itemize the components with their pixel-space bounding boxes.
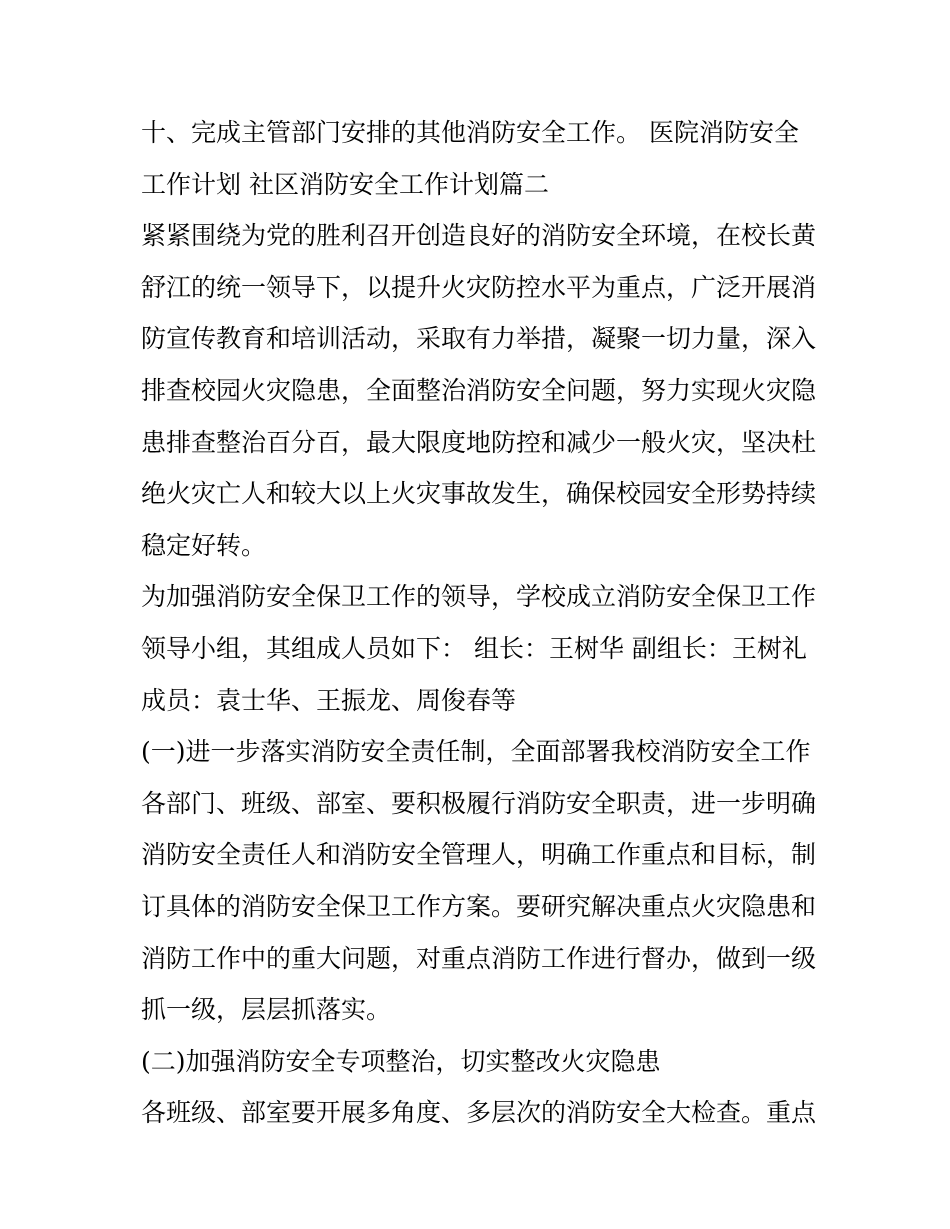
text-line: 成员：袁士华、王振龙、周俊春等 — [141, 685, 517, 715]
text-line: 排查校园火灾隐患，全面整治消防安全问题，努力实现火灾隐 — [141, 375, 817, 405]
text-line: 为加强消防安全保卫工作的领导，学校成立消防安全保卫工作 — [141, 582, 817, 612]
text-line: 消防工作中的重大问题，对重点消防工作进行督办，做到一级 — [141, 943, 817, 973]
text-line: 各部门、班级、部室、要积极履行消防安全职责，进一步明确 — [141, 788, 817, 818]
text-line: 稳定好转。 — [141, 530, 267, 560]
text-line: 工作计划 社区消防安全工作计划篇二 — [141, 169, 549, 199]
text-line: 绝火灾亡人和较大以上火灾事故发生，确保校园安全形势持续 — [141, 479, 817, 509]
text-line: 消防安全责任人和消防安全管理人，明确工作重点和目标，制 — [141, 840, 817, 870]
text-line: 患排查整治百分百，最大限度地防控和减少一般火灾，坚决杜 — [141, 427, 817, 457]
text-line: 各班级、部室要开展多角度、多层次的消防安全大检查。重点 — [141, 1098, 817, 1128]
text-line: 防宣传教育和培训活动，采取有力举措，凝聚一切力量，深入 — [141, 324, 817, 354]
text-line: (一)进一步落实消防安全责任制，全面部署我校消防安全工作 — [141, 737, 811, 767]
text-line: 订具体的消防安全保卫工作方案。要研究解决重点火灾隐患和 — [141, 891, 817, 921]
text-line: 紧紧围绕为党的胜利召开创造良好的消防安全环境，在校长黄 — [141, 221, 817, 251]
document-body — [141, 107, 821, 1139]
text-line: 抓一级，层层抓落实。 — [141, 995, 392, 1025]
text-line: 舒江的统一领导下，以提升火灾防控水平为重点，广泛开展消 — [141, 272, 817, 302]
text-line: 领导小组，其组成人员如下： 组长：王树华 副组长：王树礼 — [141, 633, 807, 663]
text-line: 十、完成主管部门安排的其他消防安全工作。 医院消防安全 — [141, 118, 799, 147]
text-line: (二)加强消防安全专项整治，切实整改火灾隐患 — [141, 1046, 661, 1076]
